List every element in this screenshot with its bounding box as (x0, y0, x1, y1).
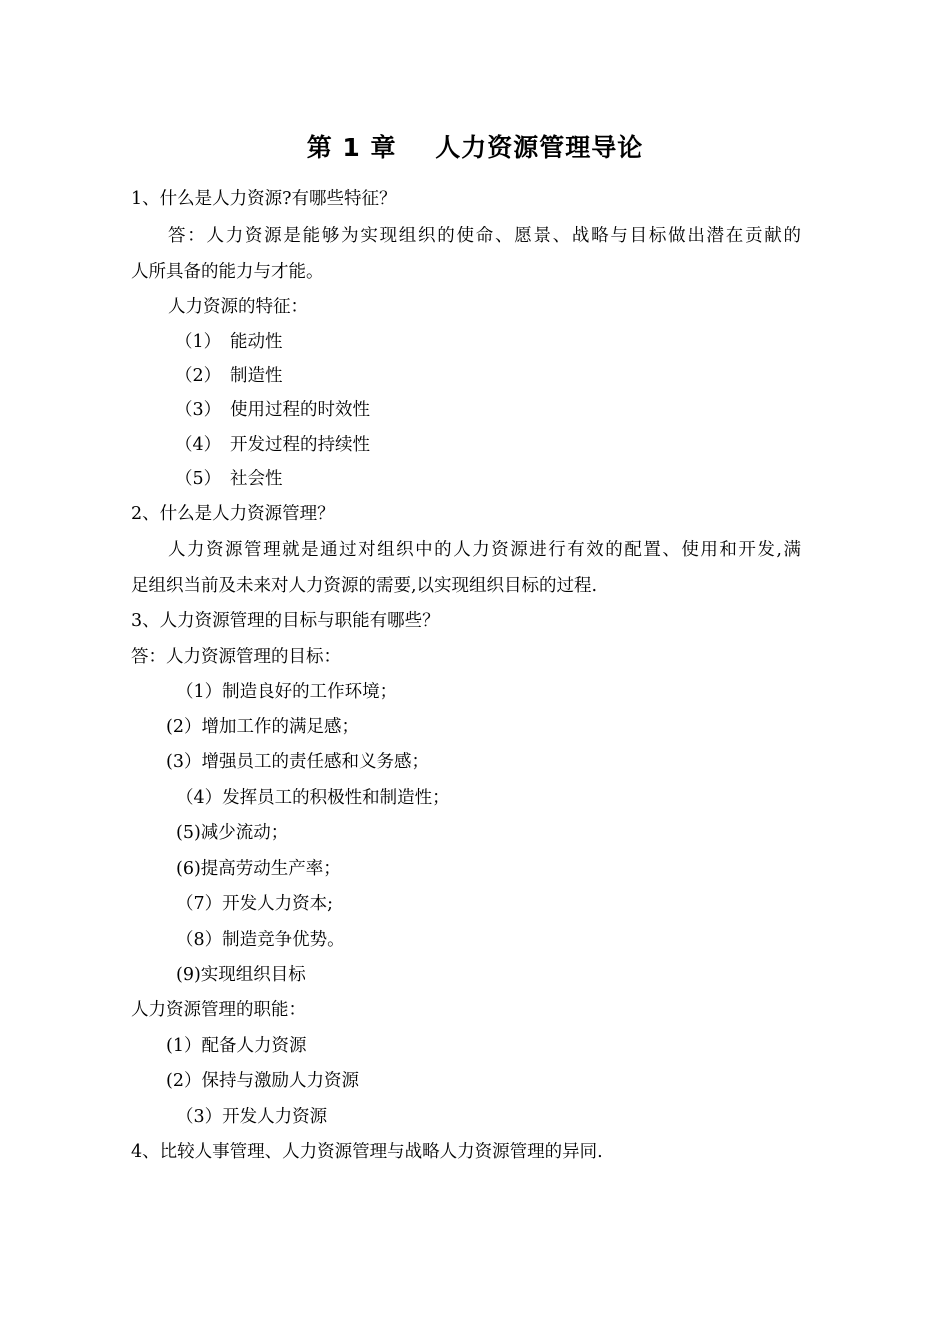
question-2: 2、什么是人力资源管理？ (131, 504, 335, 524)
feature-number: （4） (175, 435, 222, 455)
functions-heading: 人力资源管理的职能： (131, 1000, 306, 1020)
goal-item: （4）发挥员工的积极性和制造性； (176, 788, 450, 808)
answer-2-line-1: 人力资源管理就是通过对组织中的人力资源进行有效的配置、使用和开发,满 (168, 540, 801, 560)
answer-1-line-1: 答：人力资源是能够为实现组织的使命、愿景、战略与目标做出潜在贡献的 (168, 226, 801, 246)
feature-item (175, 467, 283, 491)
feature-text: 能动性 (230, 332, 283, 352)
goal-item: （1）制造良好的工作环境； (176, 682, 398, 702)
function-item: (1）配备人力资源 (166, 1036, 307, 1056)
feature-text: 社会性 (230, 469, 283, 489)
feature-item (175, 433, 370, 457)
feature-text: 使用过程的时效性 (230, 400, 370, 420)
features-heading: 人力资源的特征： (168, 297, 308, 317)
goal-item: (9)实现组织目标 (176, 965, 306, 985)
feature-item (175, 398, 370, 422)
goal-item: (5)减少流动； (176, 823, 289, 843)
goal-item: （7）开发人力资本; (176, 894, 334, 914)
feature-item (175, 330, 283, 354)
goal-item: (3）增强员工的责任感和义务感； (166, 752, 429, 772)
feature-item (175, 364, 283, 388)
feature-number: （2） (175, 366, 222, 386)
goal-item: （8）制造竞争优势。 (176, 930, 345, 950)
feature-number: （3） (175, 400, 222, 420)
feature-number: （1） (175, 332, 222, 352)
feature-text: 开发过程的持续性 (230, 435, 370, 455)
question-1: 1、什么是人力资源?有哪些特征？ (131, 189, 397, 209)
function-item: (2）保持与激励人力资源 (166, 1071, 359, 1091)
answer-2-line-2: 足组织当前及未来对人力资源的需要,以实现组织目标的过程. (131, 576, 598, 596)
chapter-title: 第 1 章 人力资源管理导论 (306, 133, 644, 162)
feature-text: 制造性 (230, 366, 283, 386)
answer-1-line-2: 人所具备的能力与才能。 (131, 262, 324, 282)
function-item: （3）开发人力资源 (176, 1107, 328, 1127)
feature-number: （5） (175, 469, 222, 489)
goal-item: (6)提高劳动生产率； (176, 859, 341, 879)
goals-heading: 答：人力资源管理的目标： (131, 647, 341, 667)
question-4: 4、比较人事管理、人力资源管理与战略人力资源管理的异同. (131, 1142, 603, 1162)
question-3: 3、人力资源管理的目标与职能有哪些？ (131, 611, 440, 631)
goal-item: (2）增加工作的满足感； (166, 717, 359, 737)
